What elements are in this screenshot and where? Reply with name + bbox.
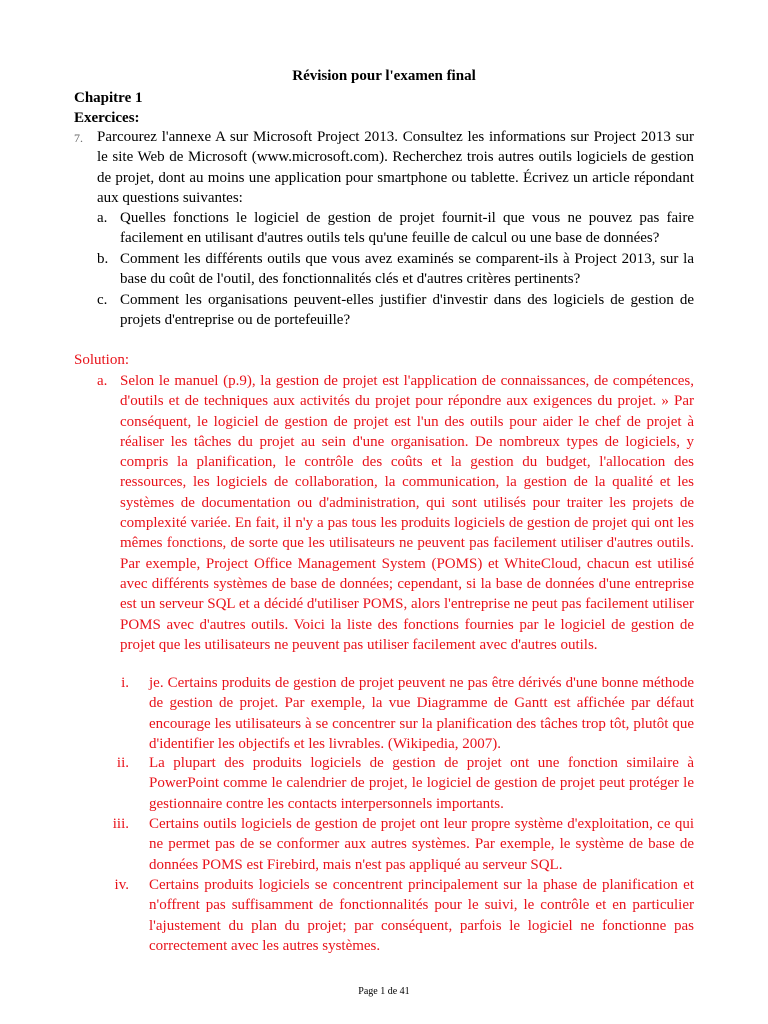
exercises-heading: Exercices: [74,110,140,126]
exercise-text: Parcourez l'annexe A sur Microsoft Project 2013. Consultez les informations sur Project 2013 sur le site Web de Microsoft (www.microsoft.com). Recherchez trois autres outils logiciels de gestion de projet, dont au moins une application pour smartphone ou tablette. Écrivez un article répondant aux questions suivantes: [97,129,694,206]
solution-item-iv-text: Certains produits logiciels se concentrent principalement sur la phase de planification et n'offrent pas suffisamment de fonctionnalités pour le suivi, le contrôle et en particulier l'ajustement du plan du projet; par conséquent, parfois le logiciel ne fonctionne pas correctement avec les autres systèmes. [149,877,694,954]
solution-item-iv-marker: iv. [114,877,129,893]
solution-item-iii-marker: iii. [112,816,129,832]
exercise-number: 7. [74,131,83,145]
chapter-heading: Chapitre 1 [74,90,143,106]
solution-item-i-text: je. Certains produits de gestion de projet peuvent ne pas être dérivés d'une bonne méthode de gestion de projet. Par exemple, la vue Diagramme de Gantt est affichée par défaut encourage les utilisateurs à se concentrer sur la planification des tâches trop tôt, plutôt que d'identifier les objectifs et les livrables. (Wikipedia, 2007). [149,675,694,752]
question-c-text: Comment les organisations peuvent-elles justifier d'investir dans des logiciels de gestion de projets d'entreprise ou de portefeuille? [120,292,694,329]
page-title: Révision pour l'examen final [292,68,476,84]
question-b-text: Comment les différents outils que vous avez examinés se comparent-ils à Project 2013, sur la base du coût de l'outil, des fonctionnalités clés et d'autres critères pertinents? [120,251,694,288]
solution-heading: Solution: [74,352,130,368]
solution-item-ii-text: La plupart des produits logiciels de gestion de projet ont une fonction similaire à PowerPoint comme le calendrier de projet, le logiciel de gestion de projet peut protéger le gestionnaire contre les contacts interpersonnels importants. [149,755,694,812]
solution-a-marker: a. [97,373,108,389]
solution-item-iii-text: Certains outils logiciels de gestion de projet ont leur propre système d'exploitation, ce qui ne permet pas de se conformer aux autres systèmes. Par exemple, le système de base de données POMS est Firebird, mais n'est pas appliqué au serveur SQL. [149,816,694,873]
solution-a-text: Selon le manuel (p.9), la gestion de projet est l'application de connaissances, de compétences, d'outils et de techniques aux activités du projet pour répondre aux exigences du projet. » Par conséquent, le logiciel de gestion de projet est l'un des outils pour aider le chef de projet à réaliser les tâches du projet au sein d'une organisation. De nombreux types de logiciels, y compris la planification, le contrôle des coûts et la gestion du budget, l'allocation des ressources, les logiciels de collaboration, la communication, la gestion de la qualité et les systèmes de documentation ou d'administration, qui sont utilisés pour traiter les projets de complexité variée. En fait, il n'y a pas tous les produits logiciels de gestion de projet qui ont les mêmes fonctions, de sorte que les utilisateurs ne peuvent pas facilement utiliser d'autres outils. Par exemple, Project Office Management System (POMS) et WhiteCloud, chacun est utilisé avec différents systèmes de base de données; cependant, si la base de données d'une entreprise est un serveur SQL et a décidé d'utiliser POMS, alors l'entreprise ne peut pas facilement utiliser POMS avec d'autres outils. Voici la liste des fonctions fournies par le logiciel de gestion de projet que les utilisateurs ne peuvent pas utiliser facilement avec d'autres outils. [120,373,694,653]
page-footer: Page 1 de 41 [358,986,410,997]
solution-item-ii-marker: ii. [116,755,129,771]
solution-item-i-marker: i. [121,675,129,691]
question-c-marker: c. [97,292,108,308]
question-b-marker: b. [97,251,109,267]
question-a-text: Quelles fonctions le logiciel de gestion de projet fournit-il que vous ne pouvez pas faire facilement en utilisant d'autres outils tels qu'une feuille de calcul ou une base de données? [120,210,694,247]
question-a-marker: a. [97,210,108,226]
